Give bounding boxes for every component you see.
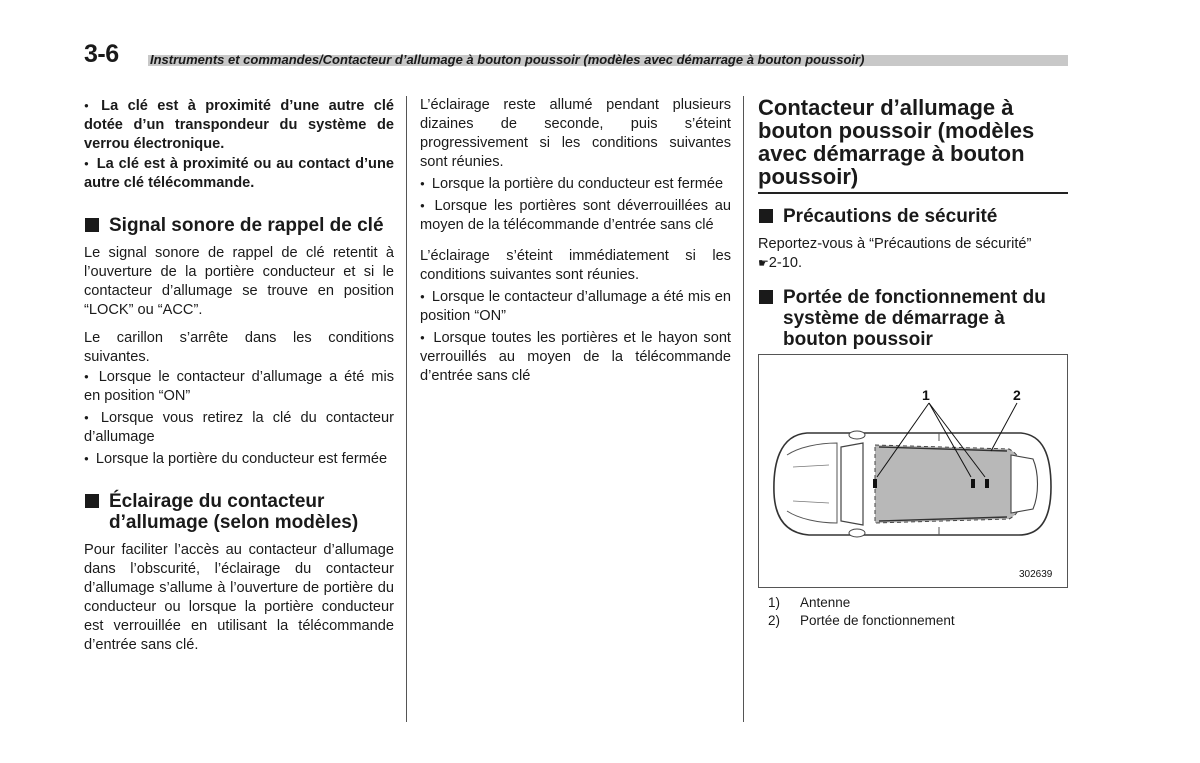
mirror-left	[849, 431, 865, 439]
section-heading-range	[758, 287, 1068, 350]
section-marker-icon	[85, 494, 99, 508]
windshield	[841, 443, 863, 525]
page-number: 3-6	[84, 40, 119, 68]
book-reference-icon: ☛	[758, 256, 769, 270]
column-divider-2	[743, 96, 744, 722]
antenna-rear	[985, 479, 989, 488]
rear-window	[1011, 455, 1038, 513]
figure-code: 302639	[1019, 569, 1053, 580]
section-heading-key-reminder	[84, 215, 394, 236]
paragraph: Pour faciliter l’accès au contacteur d’allumage dans l’obscurité, l’éclairage du contacteur d’allumage s’allume à l’ouverture de portière du conducteur ou lorsque la portière conducteur est verrouillée en utilisant la télécommande d’entrée sans clé.	[84, 542, 394, 653]
reference-page-link[interactable]: 2-10.	[768, 255, 803, 271]
paragraph: L’éclairage reste allumé pendant plusieurs dizaines de seconde, puis s’éteint progressivement si les conditions suivantes sont réunies.	[420, 97, 731, 170]
section-heading-text: Précautions de sécurité	[783, 206, 998, 227]
section-marker-icon	[759, 290, 773, 304]
list-item: ● Lorsque la portière du conducteur est fermée	[420, 174, 731, 194]
column-divider-1	[406, 96, 407, 722]
operating-range-area	[875, 445, 1023, 523]
section-heading-safety	[758, 206, 1068, 227]
paragraph: Le carillon s’arrête dans les conditions suivantes.	[84, 330, 394, 365]
paragraph: Le signal sonore de rappel de clé retentit à l’ouverture de la portière conducteur et si le contacteur d’allumage se trouve en position “LOCK” ou “ACC”.	[84, 245, 394, 318]
caption-number: 1)	[768, 595, 781, 610]
range-diagram-figure	[758, 354, 1068, 588]
figure-caption	[768, 594, 955, 630]
safety-reference-text	[758, 235, 1068, 273]
section-heading-text: Signal sonore de rappel de clé	[109, 215, 384, 236]
section-heading-illumination	[84, 491, 394, 533]
list-item: ● Lorsque le contacteur d’allumage a été mis en position “ON”	[420, 287, 731, 326]
section-marker-icon	[759, 209, 773, 223]
section-heading-text: Éclairage du contacteur d’allumage (selon modèles)	[109, 491, 359, 533]
antenna-middle	[971, 479, 975, 488]
reference-text: Reportez-vous à “Précautions de sécurité”	[758, 236, 1032, 252]
antenna-front	[873, 479, 877, 488]
header-title: Instruments et commandes/Contacteur d’allumage à bouton poussoir (modèles avec démarrage à bouton poussoir)	[150, 52, 865, 67]
main-section-title: Contacteur d’allumage à bouton poussoir (modèles avec démarrage à bouton poussoir)	[758, 96, 1068, 194]
caption-number: 2)	[768, 613, 781, 628]
list-item: ● Lorsque vous retirez la clé du contacteur d’allumage	[84, 408, 394, 447]
caption-text: Antenne	[800, 595, 851, 610]
intro-bullet-1: ● La clé est à proximité d’une autre clé dotée d’un transpondeur du système de verrou électronique.	[84, 96, 394, 154]
list-item: ● Lorsque la portière du conducteur est fermée	[84, 449, 394, 469]
section-heading-text: Portée de fonctionnement du système de démarrage à bouton poussoir	[783, 287, 1046, 350]
paragraph: L’éclairage s’éteint immédiatement si les conditions suivantes sont réunies.	[420, 248, 731, 283]
list-item: ● Lorsque toutes les portières et le hayon sont verrouillés au moyen de la télécommande d’entrée sans clé	[420, 328, 731, 386]
column-1	[84, 96, 394, 655]
mirror-right	[849, 529, 865, 537]
figure-label-1: 1	[922, 387, 930, 403]
figure-label-2: 2	[1013, 387, 1021, 403]
intro-bullet-2: ● La clé est à proximité ou au contact d’une autre clé télécommande.	[84, 154, 394, 193]
caption-item	[768, 612, 955, 630]
list-item: ● Lorsque les portières sont déverrouillées au moyen de la télécommande d’entrée sans clé	[420, 196, 731, 235]
column-3	[758, 96, 1068, 358]
column-2	[420, 96, 731, 386]
car-top-view-illustration	[759, 355, 1067, 587]
caption-text: Portée de fonctionnement	[800, 613, 955, 628]
caption-item	[768, 594, 955, 612]
section-marker-icon	[85, 218, 99, 232]
list-item: ● Lorsque le contacteur d’allumage a été mis en position “ON”	[84, 367, 394, 406]
